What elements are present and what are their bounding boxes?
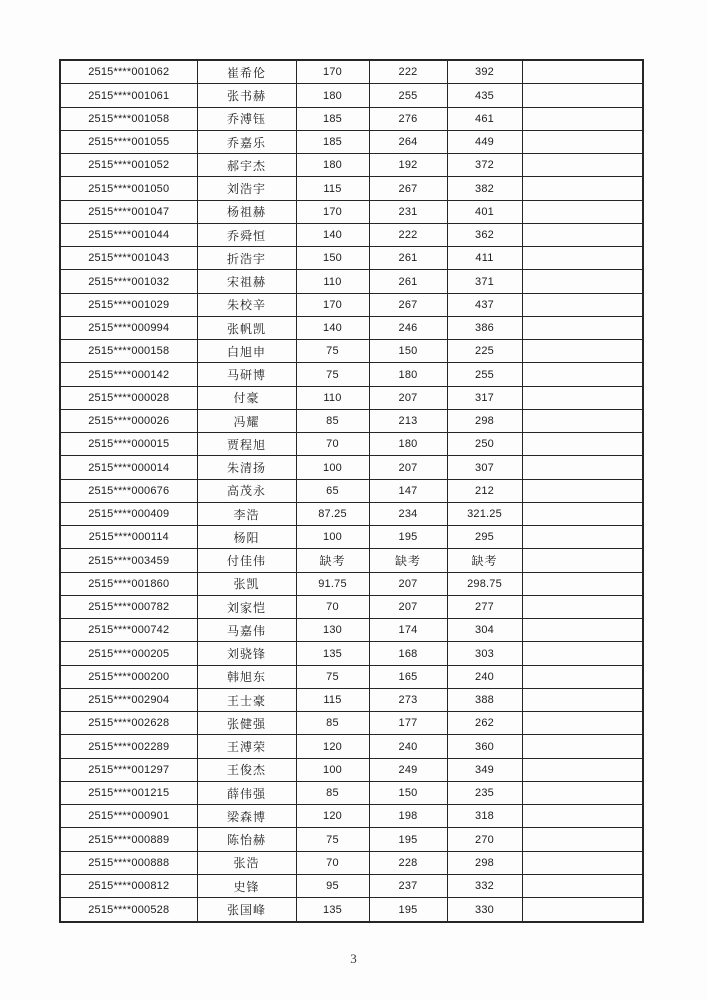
exam-id-cell: 2515****001061 <box>60 84 197 107</box>
table-row <box>60 386 643 409</box>
score2-cell: 195 <box>369 828 447 851</box>
score2-cell: 222 <box>369 223 447 246</box>
total-cell: 401 <box>447 200 522 223</box>
remark-cell <box>522 735 643 758</box>
exam-id-cell: 2515****000028 <box>60 386 197 409</box>
name-cell: 张帆凯 <box>197 316 296 339</box>
score1-cell: 缺考 <box>296 549 369 572</box>
exam-id-cell: 2515****000528 <box>60 898 197 922</box>
table-row <box>60 549 643 572</box>
score2-cell: 276 <box>369 107 447 130</box>
remark-cell <box>522 316 643 339</box>
score1-cell: 70 <box>296 595 369 618</box>
score2-cell: 231 <box>369 200 447 223</box>
score1-cell: 65 <box>296 479 369 502</box>
table-row <box>60 60 643 84</box>
total-cell: 330 <box>447 898 522 922</box>
total-cell: 250 <box>447 433 522 456</box>
table-row <box>60 851 643 874</box>
total-cell: 225 <box>447 340 522 363</box>
remark-cell <box>522 270 643 293</box>
total-cell: 349 <box>447 758 522 781</box>
score2-cell: 261 <box>369 270 447 293</box>
score2-cell: 195 <box>369 526 447 549</box>
remark-cell <box>522 340 643 363</box>
remark-cell <box>522 433 643 456</box>
exam-id-cell: 2515****002289 <box>60 735 197 758</box>
score1-cell: 100 <box>296 758 369 781</box>
total-cell: 461 <box>447 107 522 130</box>
table-row <box>60 130 643 153</box>
score1-cell: 185 <box>296 107 369 130</box>
score2-cell: 165 <box>369 665 447 688</box>
score2-cell: 207 <box>369 572 447 595</box>
name-cell: 杨阳 <box>197 526 296 549</box>
table-row <box>60 177 643 200</box>
score2-cell: 213 <box>369 409 447 432</box>
score1-cell: 85 <box>296 409 369 432</box>
exam-id-cell: 2515****000200 <box>60 665 197 688</box>
score1-cell: 70 <box>296 851 369 874</box>
exam-id-cell: 2515****000026 <box>60 409 197 432</box>
score2-cell: 150 <box>369 781 447 804</box>
total-cell: 372 <box>447 154 522 177</box>
remark-cell <box>522 409 643 432</box>
score1-cell: 185 <box>296 130 369 153</box>
total-cell: 298 <box>447 851 522 874</box>
score1-cell: 75 <box>296 340 369 363</box>
name-cell: 郝宇杰 <box>197 154 296 177</box>
name-cell: 白旭申 <box>197 340 296 363</box>
table-row <box>60 433 643 456</box>
table-row <box>60 758 643 781</box>
score1-cell: 100 <box>296 526 369 549</box>
name-cell: 马研博 <box>197 363 296 386</box>
exam-id-cell: 2515****000205 <box>60 642 197 665</box>
remark-cell <box>522 898 643 922</box>
total-cell: 392 <box>447 60 522 84</box>
score1-cell: 170 <box>296 60 369 84</box>
name-cell: 张浩 <box>197 851 296 874</box>
exam-id-cell: 2515****002904 <box>60 688 197 711</box>
score2-cell: 174 <box>369 619 447 642</box>
total-cell: 262 <box>447 712 522 735</box>
name-cell: 冯耀 <box>197 409 296 432</box>
total-cell: 298.75 <box>447 572 522 595</box>
score2-cell: 195 <box>369 898 447 922</box>
score1-cell: 110 <box>296 386 369 409</box>
table-row <box>60 735 643 758</box>
total-cell: 298 <box>447 409 522 432</box>
total-cell: 332 <box>447 874 522 897</box>
score2-cell: 255 <box>369 84 447 107</box>
total-cell: 295 <box>447 526 522 549</box>
name-cell: 朱校辛 <box>197 293 296 316</box>
score2-cell: 273 <box>369 688 447 711</box>
score2-cell: 177 <box>369 712 447 735</box>
table-row <box>60 898 643 922</box>
exam-id-cell: 2515****000142 <box>60 363 197 386</box>
total-cell: 270 <box>447 828 522 851</box>
score2-cell: 267 <box>369 177 447 200</box>
name-cell: 韩旭东 <box>197 665 296 688</box>
name-cell: 刘家恺 <box>197 595 296 618</box>
score1-cell: 130 <box>296 619 369 642</box>
remark-cell <box>522 386 643 409</box>
table-row <box>60 526 643 549</box>
remark-cell <box>522 758 643 781</box>
score2-cell: 缺考 <box>369 549 447 572</box>
remark-cell <box>522 60 643 84</box>
score2-cell: 228 <box>369 851 447 874</box>
table-row <box>60 107 643 130</box>
remark-cell <box>522 107 643 130</box>
remark-cell <box>522 247 643 270</box>
score1-cell: 140 <box>296 316 369 339</box>
table-row <box>60 619 643 642</box>
table-row <box>60 828 643 851</box>
remark-cell <box>522 781 643 804</box>
total-cell: 307 <box>447 456 522 479</box>
score2-cell: 147 <box>369 479 447 502</box>
score2-cell: 237 <box>369 874 447 897</box>
name-cell: 折浩宇 <box>197 247 296 270</box>
total-cell: 缺考 <box>447 549 522 572</box>
exam-id-cell: 2515****001050 <box>60 177 197 200</box>
remark-cell <box>522 177 643 200</box>
table-row <box>60 316 643 339</box>
exam-id-cell: 2515****000676 <box>60 479 197 502</box>
score1-cell: 140 <box>296 223 369 246</box>
exam-id-cell: 2515****001047 <box>60 200 197 223</box>
total-cell: 411 <box>447 247 522 270</box>
total-cell: 303 <box>447 642 522 665</box>
score1-cell: 75 <box>296 363 369 386</box>
table-row <box>60 781 643 804</box>
name-cell: 张书赫 <box>197 84 296 107</box>
score2-cell: 180 <box>369 363 447 386</box>
exam-id-cell: 2515****001043 <box>60 247 197 270</box>
score2-cell: 246 <box>369 316 447 339</box>
total-cell: 360 <box>447 735 522 758</box>
score1-cell: 170 <box>296 200 369 223</box>
exam-id-cell: 2515****001029 <box>60 293 197 316</box>
remark-cell <box>522 154 643 177</box>
exam-id-cell: 2515****001032 <box>60 270 197 293</box>
score2-cell: 240 <box>369 735 447 758</box>
table-row <box>60 805 643 828</box>
exam-id-cell: 2515****000015 <box>60 433 197 456</box>
name-cell: 马嘉伟 <box>197 619 296 642</box>
table-row <box>60 479 643 502</box>
name-cell: 李浩 <box>197 502 296 525</box>
name-cell: 史锋 <box>197 874 296 897</box>
total-cell: 388 <box>447 688 522 711</box>
score2-cell: 264 <box>369 130 447 153</box>
remark-cell <box>522 502 643 525</box>
name-cell: 王士豪 <box>197 688 296 711</box>
score2-cell: 261 <box>369 247 447 270</box>
score2-cell: 207 <box>369 595 447 618</box>
exam-id-cell: 2515****000742 <box>60 619 197 642</box>
remark-cell <box>522 526 643 549</box>
score1-cell: 110 <box>296 270 369 293</box>
remark-cell <box>522 642 643 665</box>
table-row <box>60 223 643 246</box>
score1-cell: 115 <box>296 688 369 711</box>
score2-cell: 180 <box>369 433 447 456</box>
exam-id-cell: 2515****000888 <box>60 851 197 874</box>
exam-id-cell: 2515****000994 <box>60 316 197 339</box>
remark-cell <box>522 200 643 223</box>
score2-cell: 222 <box>369 60 447 84</box>
exam-id-cell: 2515****003459 <box>60 549 197 572</box>
table-row <box>60 572 643 595</box>
score-table <box>59 59 644 923</box>
table-row <box>60 293 643 316</box>
score2-cell: 267 <box>369 293 447 316</box>
name-cell: 贾程旭 <box>197 433 296 456</box>
score1-cell: 85 <box>296 781 369 804</box>
table-row <box>60 247 643 270</box>
total-cell: 240 <box>447 665 522 688</box>
total-cell: 386 <box>447 316 522 339</box>
remark-cell <box>522 851 643 874</box>
score1-cell: 115 <box>296 177 369 200</box>
table-row <box>60 665 643 688</box>
total-cell: 435 <box>447 84 522 107</box>
exam-id-cell: 2515****001297 <box>60 758 197 781</box>
name-cell: 付豪 <box>197 386 296 409</box>
exam-id-cell: 2515****001058 <box>60 107 197 130</box>
name-cell: 杨祖赫 <box>197 200 296 223</box>
exam-id-cell: 2515****001044 <box>60 223 197 246</box>
table-row <box>60 456 643 479</box>
exam-id-cell: 2515****000782 <box>60 595 197 618</box>
name-cell: 宋祖赫 <box>197 270 296 293</box>
score1-cell: 180 <box>296 84 369 107</box>
total-cell: 371 <box>447 270 522 293</box>
name-cell: 王俊杰 <box>197 758 296 781</box>
table-row <box>60 642 643 665</box>
remark-cell <box>522 805 643 828</box>
total-cell: 212 <box>447 479 522 502</box>
name-cell: 乔溥钰 <box>197 107 296 130</box>
total-cell: 449 <box>447 130 522 153</box>
score1-cell: 70 <box>296 433 369 456</box>
exam-id-cell: 2515****000158 <box>60 340 197 363</box>
score2-cell: 192 <box>369 154 447 177</box>
score2-cell: 207 <box>369 386 447 409</box>
remark-cell <box>522 293 643 316</box>
exam-id-cell: 2515****000889 <box>60 828 197 851</box>
remark-cell <box>522 479 643 502</box>
score1-cell: 135 <box>296 898 369 922</box>
score1-cell: 170 <box>296 293 369 316</box>
exam-id-cell: 2515****001215 <box>60 781 197 804</box>
score-table-body <box>60 60 643 922</box>
name-cell: 付佳伟 <box>197 549 296 572</box>
name-cell: 张国峰 <box>197 898 296 922</box>
table-row <box>60 270 643 293</box>
exam-id-cell: 2515****000114 <box>60 526 197 549</box>
remark-cell <box>522 874 643 897</box>
total-cell: 255 <box>447 363 522 386</box>
remark-cell <box>522 363 643 386</box>
remark-cell <box>522 595 643 618</box>
exam-id-cell: 2515****000014 <box>60 456 197 479</box>
name-cell: 薛伟强 <box>197 781 296 804</box>
score2-cell: 207 <box>369 456 447 479</box>
table-row <box>60 200 643 223</box>
name-cell: 崔希伦 <box>197 60 296 84</box>
remark-cell <box>522 456 643 479</box>
table-row <box>60 712 643 735</box>
table-row <box>60 502 643 525</box>
score2-cell: 168 <box>369 642 447 665</box>
name-cell: 高茂永 <box>197 479 296 502</box>
name-cell: 陈怡赫 <box>197 828 296 851</box>
name-cell: 乔嘉乐 <box>197 130 296 153</box>
remark-cell <box>522 712 643 735</box>
exam-id-cell: 2515****002628 <box>60 712 197 735</box>
exam-id-cell: 2515****000812 <box>60 874 197 897</box>
table-row <box>60 874 643 897</box>
remark-cell <box>522 84 643 107</box>
score2-cell: 249 <box>369 758 447 781</box>
score1-cell: 180 <box>296 154 369 177</box>
total-cell: 277 <box>447 595 522 618</box>
total-cell: 382 <box>447 177 522 200</box>
exam-id-cell: 2515****000901 <box>60 805 197 828</box>
total-cell: 304 <box>447 619 522 642</box>
total-cell: 437 <box>447 293 522 316</box>
remark-cell <box>522 572 643 595</box>
table-row <box>60 340 643 363</box>
total-cell: 362 <box>447 223 522 246</box>
name-cell: 刘骁锋 <box>197 642 296 665</box>
total-cell: 318 <box>447 805 522 828</box>
exam-id-cell: 2515****001052 <box>60 154 197 177</box>
remark-cell <box>522 223 643 246</box>
total-cell: 235 <box>447 781 522 804</box>
score2-cell: 150 <box>369 340 447 363</box>
remark-cell <box>522 619 643 642</box>
score1-cell: 135 <box>296 642 369 665</box>
table-row <box>60 409 643 432</box>
name-cell: 王溥荣 <box>197 735 296 758</box>
table-row <box>60 688 643 711</box>
score2-cell: 198 <box>369 805 447 828</box>
name-cell: 朱清扬 <box>197 456 296 479</box>
table-row <box>60 84 643 107</box>
score1-cell: 95 <box>296 874 369 897</box>
name-cell: 张健强 <box>197 712 296 735</box>
remark-cell <box>522 688 643 711</box>
score1-cell: 150 <box>296 247 369 270</box>
score1-cell: 100 <box>296 456 369 479</box>
exam-id-cell: 2515****000409 <box>60 502 197 525</box>
table-row <box>60 595 643 618</box>
exam-id-cell: 2515****001055 <box>60 130 197 153</box>
score1-cell: 75 <box>296 665 369 688</box>
score1-cell: 75 <box>296 828 369 851</box>
name-cell: 刘浩宇 <box>197 177 296 200</box>
score1-cell: 87.25 <box>296 502 369 525</box>
score2-cell: 234 <box>369 502 447 525</box>
exam-id-cell: 2515****001062 <box>60 60 197 84</box>
name-cell: 乔舜恒 <box>197 223 296 246</box>
name-cell: 梁森博 <box>197 805 296 828</box>
exam-id-cell: 2515****001860 <box>60 572 197 595</box>
remark-cell <box>522 828 643 851</box>
score1-cell: 120 <box>296 805 369 828</box>
score1-cell: 91.75 <box>296 572 369 595</box>
remark-cell <box>522 549 643 572</box>
table-row <box>60 154 643 177</box>
total-cell: 317 <box>447 386 522 409</box>
page-number: 3 <box>350 951 357 966</box>
table-row <box>60 363 643 386</box>
total-cell: 321.25 <box>447 502 522 525</box>
remark-cell <box>522 665 643 688</box>
score1-cell: 85 <box>296 712 369 735</box>
score1-cell: 120 <box>296 735 369 758</box>
remark-cell <box>522 130 643 153</box>
name-cell: 张凯 <box>197 572 296 595</box>
